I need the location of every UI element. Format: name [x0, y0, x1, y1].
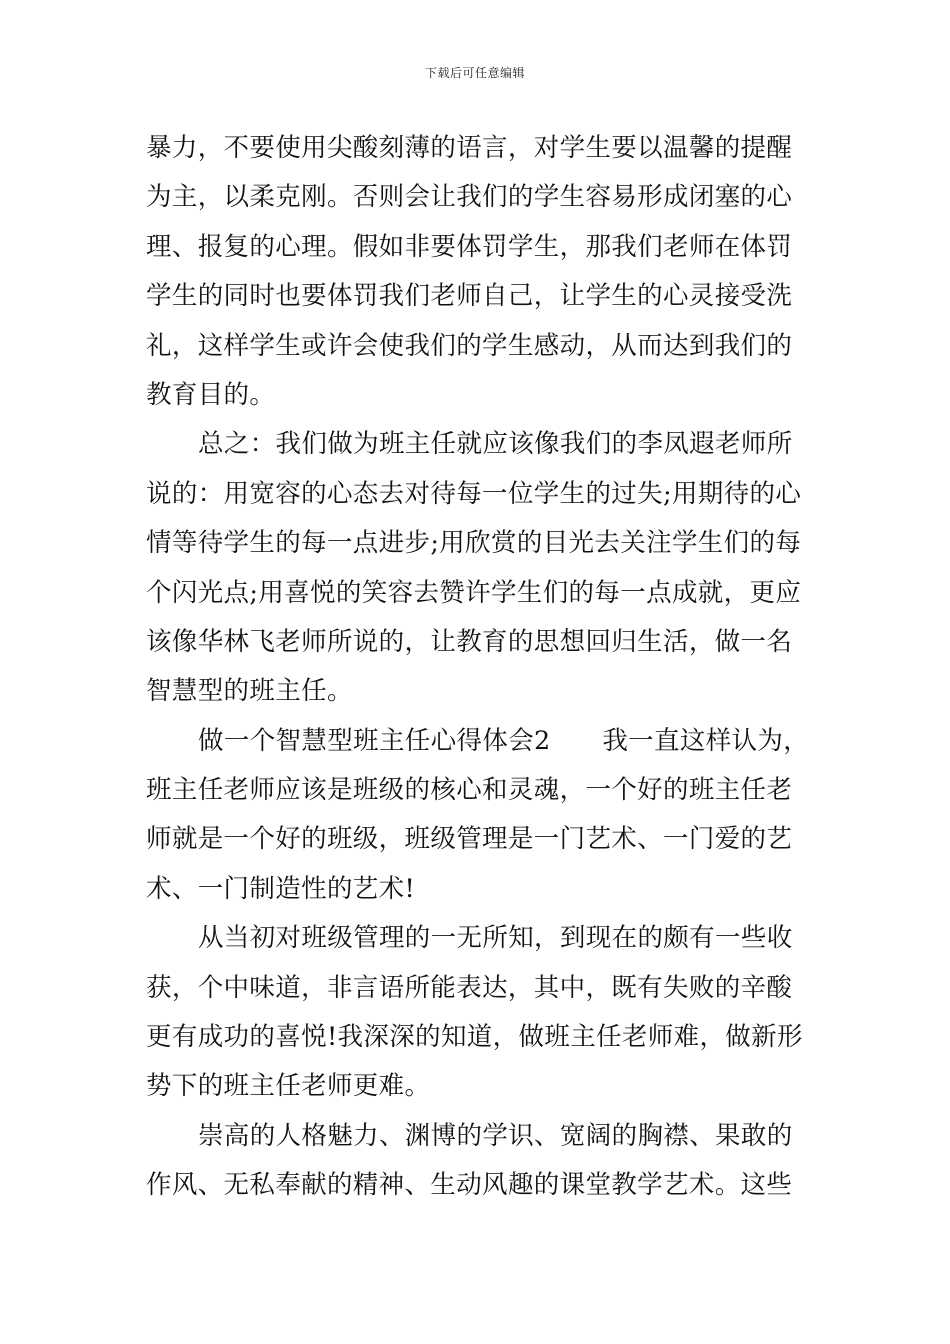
text-line: 教育目的。: [146, 379, 276, 410]
text-line: 为主，以柔克刚。否则会让我们的学生容易形成闭塞的心: [146, 182, 793, 213]
paragraph-first-line: 做一个智慧型班主任心得体会2 我一直这样认为，: [198, 725, 810, 756]
text-line: 术、一门制造性的艺术!: [146, 873, 416, 904]
text-line: 情等待学生的每一点进步;用欣赏的目光去关注学生们的每: [146, 528, 802, 559]
paragraph-first-line: 总之：我们做为班主任就应该像我们的李凤遐老师所: [198, 429, 793, 460]
text-line: 学生的同时也要体罚我们老师自己，让学生的心灵接受洗: [146, 281, 793, 312]
text-line: 智慧型的班主任。: [146, 676, 353, 707]
text-line: 个闪光点;用喜悦的笑容去赞许学生们的每一点成就，更应: [146, 577, 802, 608]
text-line: 该像华林飞老师所说的，让教育的思想回归生活，做一名: [146, 626, 793, 657]
text-line: 作风、无私奉献的精神、生动风趣的课堂教学艺术。这些: [146, 1170, 793, 1201]
paragraph-first-line: 崇高的人格魅力、渊博的学识、宽阔的胸襟、果敢的: [198, 1120, 793, 1151]
text-line: 暴力，不要使用尖酸刻薄的语言，对学生要以温馨的提醒: [146, 133, 793, 163]
text-line: 礼，这样学生或许会使我们的学生感动，从而达到我们的: [146, 330, 793, 361]
page-header: 下载后可任意编辑: [424, 66, 525, 80]
text-line: 师就是一个好的班级，班级管理是一门艺术、一门爱的艺: [146, 824, 793, 855]
text-line: 说的：用宽容的心态去对待每一位学生的过失;用期待的心: [146, 478, 802, 509]
text-line: 更有成功的喜悦!我深深的知道，做班主任老师难，做新形: [146, 1022, 803, 1053]
document-body: [146, 124, 808, 1211]
text-line: 理、报复的心理。假如非要体罚学生，那我们老师在体罚: [146, 231, 793, 262]
text-line: 班主任老师应该是班级的核心和灵魂，一个好的班主任老: [146, 775, 793, 806]
text-line: 获，个中味道，非言语所能表达，其中，既有失败的辛酸: [146, 972, 793, 1003]
paragraph-first-line: 从当初对班级管理的一无所知，到现在的颇有一些收: [198, 923, 793, 954]
text-line: 势下的班主任老师更难。: [146, 1071, 431, 1102]
